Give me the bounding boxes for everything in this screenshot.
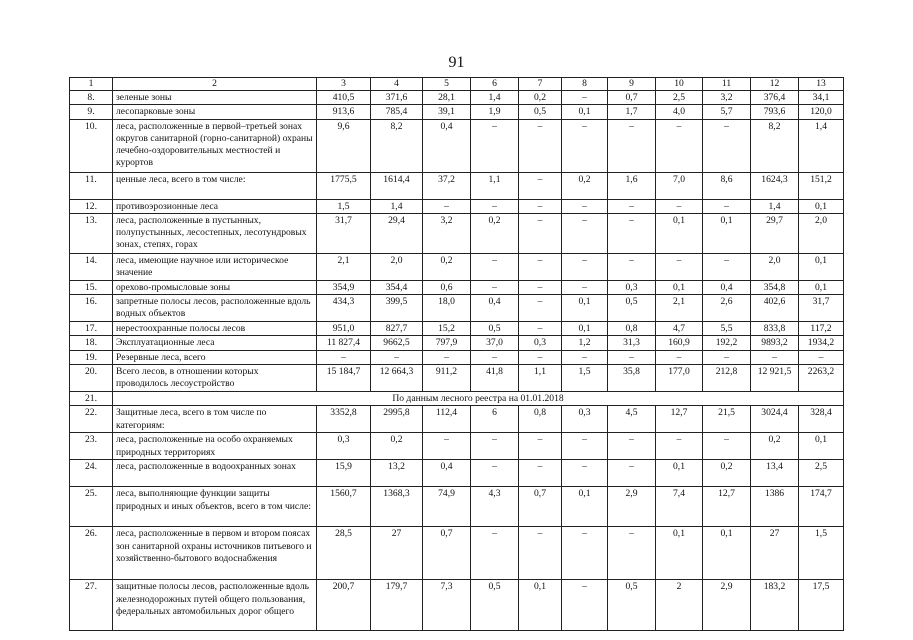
table-row bbox=[70, 433, 844, 460]
row-number: 17. bbox=[70, 322, 113, 336]
value-cell: 0,1 bbox=[562, 322, 608, 336]
category-label: леса, выполняющие функции защиты природных и иных объектов, всего в том числе: bbox=[113, 487, 317, 527]
value-cell: 0,1 bbox=[562, 295, 608, 322]
table-row bbox=[70, 295, 844, 322]
category-label: леса, расположенные на особо охраняемых природных территориях bbox=[113, 433, 317, 460]
value-cell: – bbox=[519, 350, 562, 364]
value-cell: 0,1 bbox=[703, 527, 751, 580]
value-cell: 192,2 bbox=[703, 336, 751, 350]
value-cell: 28,5 bbox=[317, 527, 371, 580]
value-cell: – bbox=[519, 280, 562, 294]
row-number: 11. bbox=[70, 172, 113, 199]
value-cell: 1624,3 bbox=[751, 172, 799, 199]
value-cell: 112,4 bbox=[423, 406, 471, 433]
value-cell: 29,4 bbox=[371, 213, 423, 253]
value-cell: 0,1 bbox=[799, 199, 844, 213]
header-cell: 11 bbox=[703, 78, 751, 91]
value-cell: 74,9 bbox=[423, 487, 471, 527]
header-cell: 10 bbox=[656, 78, 703, 91]
value-cell: 0,2 bbox=[471, 213, 519, 253]
value-cell: 0,7 bbox=[519, 487, 562, 527]
value-cell: 827,7 bbox=[371, 322, 423, 336]
value-cell: 0,5 bbox=[519, 105, 562, 119]
table-row bbox=[70, 350, 844, 364]
value-cell: – bbox=[703, 119, 751, 172]
value-cell: 2,9 bbox=[703, 580, 751, 631]
header-cell: 5 bbox=[423, 78, 471, 91]
value-cell: 1775,5 bbox=[317, 172, 371, 199]
row-number: 18. bbox=[70, 336, 113, 350]
value-cell: 0,1 bbox=[562, 487, 608, 527]
value-cell: 15,2 bbox=[423, 322, 471, 336]
header-cell: 4 bbox=[371, 78, 423, 91]
category-label: лесопарковые зоны bbox=[113, 105, 317, 119]
value-cell: – bbox=[519, 460, 562, 487]
value-cell: 13,2 bbox=[371, 460, 423, 487]
row-number: 8. bbox=[70, 91, 113, 105]
value-cell: – bbox=[519, 172, 562, 199]
table-row bbox=[70, 392, 844, 406]
value-cell: 4,7 bbox=[656, 322, 703, 336]
value-cell: – bbox=[519, 119, 562, 172]
value-cell: 1,7 bbox=[608, 105, 656, 119]
value-cell: – bbox=[471, 527, 519, 580]
value-cell: 1,6 bbox=[608, 172, 656, 199]
table-row bbox=[70, 172, 844, 199]
category-label: Защитные леса, всего в том числе по категориям: bbox=[113, 406, 317, 433]
value-cell: 2,5 bbox=[799, 460, 844, 487]
table-row bbox=[70, 105, 844, 119]
header-cell: 2 bbox=[113, 78, 317, 91]
value-cell: – bbox=[471, 280, 519, 294]
value-cell: 797,9 bbox=[423, 336, 471, 350]
value-cell: 9893,2 bbox=[751, 336, 799, 350]
value-cell: – bbox=[471, 433, 519, 460]
row-number: 23. bbox=[70, 433, 113, 460]
value-cell: 0,4 bbox=[423, 460, 471, 487]
category-label: Резервные леса, всего bbox=[113, 350, 317, 364]
row-number: 12. bbox=[70, 199, 113, 213]
table-row bbox=[70, 322, 844, 336]
value-cell: 179,7 bbox=[371, 580, 423, 631]
row-number: 26. bbox=[70, 527, 113, 580]
value-cell: 34,1 bbox=[799, 91, 844, 105]
value-cell: – bbox=[519, 295, 562, 322]
value-cell: 212,8 bbox=[703, 365, 751, 392]
value-cell: 3024,4 bbox=[751, 406, 799, 433]
value-cell: 18,0 bbox=[423, 295, 471, 322]
value-cell: 0,5 bbox=[608, 580, 656, 631]
value-cell: 27 bbox=[751, 527, 799, 580]
table-row bbox=[70, 253, 844, 280]
value-cell: – bbox=[519, 322, 562, 336]
value-cell: 35,8 bbox=[608, 365, 656, 392]
row-number: 10. bbox=[70, 119, 113, 172]
value-cell: 15 184,7 bbox=[317, 365, 371, 392]
value-cell: 1,4 bbox=[751, 199, 799, 213]
value-cell: 0,1 bbox=[799, 280, 844, 294]
value-cell: 0,5 bbox=[608, 295, 656, 322]
value-cell: – bbox=[562, 527, 608, 580]
category-label: зеленые зоны bbox=[113, 91, 317, 105]
category-label: нерестоохранные полосы лесов bbox=[113, 322, 317, 336]
category-label: противоэрозионные леса bbox=[113, 199, 317, 213]
value-cell: 11 827,4 bbox=[317, 336, 371, 350]
category-label: леса, расположенные в пустынных, полупустынных, лесостепных, лесотундровых зонах, степях, горах bbox=[113, 213, 317, 253]
header-cell: 13 bbox=[799, 78, 844, 91]
value-cell: 21,5 bbox=[703, 406, 751, 433]
value-cell: – bbox=[423, 350, 471, 364]
value-cell: – bbox=[562, 213, 608, 253]
value-cell: – bbox=[519, 527, 562, 580]
header-cell: 3 bbox=[317, 78, 371, 91]
value-cell: 1,2 bbox=[562, 336, 608, 350]
value-cell: 7,3 bbox=[423, 580, 471, 631]
value-cell: 0,3 bbox=[608, 280, 656, 294]
value-cell: – bbox=[799, 350, 844, 364]
row-number: 20. bbox=[70, 365, 113, 392]
value-cell: 0,1 bbox=[562, 105, 608, 119]
value-cell: – bbox=[562, 433, 608, 460]
value-cell: 4,0 bbox=[656, 105, 703, 119]
value-cell: 0,1 bbox=[656, 213, 703, 253]
value-cell: 200,7 bbox=[317, 580, 371, 631]
value-cell: 27 bbox=[371, 527, 423, 580]
value-cell: – bbox=[562, 119, 608, 172]
header-cell: 6 bbox=[471, 78, 519, 91]
value-cell: – bbox=[471, 350, 519, 364]
value-cell: – bbox=[371, 350, 423, 364]
value-cell: 1,5 bbox=[562, 365, 608, 392]
value-cell: 0,6 bbox=[423, 280, 471, 294]
value-cell: – bbox=[608, 433, 656, 460]
value-cell: 177,0 bbox=[656, 365, 703, 392]
value-cell: 4,3 bbox=[471, 487, 519, 527]
value-cell: 793,6 bbox=[751, 105, 799, 119]
row-number: 13. bbox=[70, 213, 113, 253]
value-cell: 0,2 bbox=[371, 433, 423, 460]
value-cell: 3352,8 bbox=[317, 406, 371, 433]
value-cell: – bbox=[317, 350, 371, 364]
value-cell: 5,5 bbox=[703, 322, 751, 336]
category-label: леса, расположенные в водоохранных зонах bbox=[113, 460, 317, 487]
table-row bbox=[70, 580, 844, 631]
row-number: 14. bbox=[70, 253, 113, 280]
row-number: 9. bbox=[70, 105, 113, 119]
value-cell: – bbox=[519, 253, 562, 280]
value-cell: 410,5 bbox=[317, 91, 371, 105]
value-cell: – bbox=[608, 527, 656, 580]
value-cell: 0,1 bbox=[656, 527, 703, 580]
value-cell: 151,2 bbox=[799, 172, 844, 199]
value-cell: 1,4 bbox=[471, 91, 519, 105]
value-cell: – bbox=[519, 213, 562, 253]
value-cell: 41,8 bbox=[471, 365, 519, 392]
value-cell: 174,7 bbox=[799, 487, 844, 527]
value-cell: – bbox=[519, 199, 562, 213]
value-cell: 4,5 bbox=[608, 406, 656, 433]
value-cell: – bbox=[471, 253, 519, 280]
value-cell: 2,0 bbox=[751, 253, 799, 280]
value-cell: 354,8 bbox=[751, 280, 799, 294]
value-cell: 0,4 bbox=[703, 280, 751, 294]
value-cell: – bbox=[703, 253, 751, 280]
category-label: леса, имеющие научное или историческое значение bbox=[113, 253, 317, 280]
value-cell: 0,8 bbox=[608, 322, 656, 336]
header-cell: 9 bbox=[608, 78, 656, 91]
value-cell: 28,1 bbox=[423, 91, 471, 105]
value-cell: 8,6 bbox=[703, 172, 751, 199]
row-number: 25. bbox=[70, 487, 113, 527]
value-cell: 15,9 bbox=[317, 460, 371, 487]
value-cell: 1,5 bbox=[799, 527, 844, 580]
value-cell: 29,7 bbox=[751, 213, 799, 253]
value-cell: 7,4 bbox=[656, 487, 703, 527]
value-cell: 833,8 bbox=[751, 322, 799, 336]
value-cell: 0,4 bbox=[471, 295, 519, 322]
value-cell: 0,1 bbox=[656, 460, 703, 487]
value-cell: – bbox=[703, 350, 751, 364]
value-cell: 37,0 bbox=[471, 336, 519, 350]
value-cell: 37,2 bbox=[423, 172, 471, 199]
value-cell: 354,9 bbox=[317, 280, 371, 294]
value-cell: 1560,7 bbox=[317, 487, 371, 527]
value-cell: – bbox=[471, 460, 519, 487]
value-cell: 31,7 bbox=[799, 295, 844, 322]
category-label: орехово-промысловые зоны bbox=[113, 280, 317, 294]
table-row bbox=[70, 280, 844, 294]
value-cell: – bbox=[562, 199, 608, 213]
header-cell: 1 bbox=[70, 78, 113, 91]
value-cell: 376,4 bbox=[751, 91, 799, 105]
value-cell: – bbox=[608, 119, 656, 172]
table-row bbox=[70, 460, 844, 487]
value-cell: 0,1 bbox=[703, 213, 751, 253]
value-cell: 12 921,5 bbox=[751, 365, 799, 392]
value-cell: – bbox=[608, 199, 656, 213]
value-cell: 12,7 bbox=[703, 487, 751, 527]
value-cell: 8,2 bbox=[751, 119, 799, 172]
value-cell: – bbox=[703, 433, 751, 460]
value-cell: 2 bbox=[656, 580, 703, 631]
value-cell: 9,6 bbox=[317, 119, 371, 172]
value-cell: – bbox=[608, 253, 656, 280]
table-row bbox=[70, 527, 844, 580]
table-row bbox=[70, 365, 844, 392]
value-cell: 1614,4 bbox=[371, 172, 423, 199]
value-cell: – bbox=[519, 433, 562, 460]
value-cell: 2,1 bbox=[656, 295, 703, 322]
value-cell: 0,2 bbox=[519, 91, 562, 105]
value-cell: 31,3 bbox=[608, 336, 656, 350]
forest-statistics-table bbox=[69, 77, 844, 631]
table-row bbox=[70, 213, 844, 253]
value-cell: 2995,8 bbox=[371, 406, 423, 433]
section-heading: По данным лесного реестра на 01.01.2018 bbox=[113, 392, 844, 406]
value-cell: 0,1 bbox=[519, 580, 562, 631]
value-cell: 1934,2 bbox=[799, 336, 844, 350]
value-cell: 2,5 bbox=[656, 91, 703, 105]
row-number: 22. bbox=[70, 406, 113, 433]
category-label: леса, расположенные в первом и втором поясах зон санитарной охраны источников питьевого и хозяйственно-бытового водоснабжения bbox=[113, 527, 317, 580]
category-label: леса, расположенные в первой–третьей зонах округов санитарной (горно-санитарной) охраны лечебно-оздоровительных местностей и курортов bbox=[113, 119, 317, 172]
category-label: Всего лесов, в отношении которых проводилось лесоустройство bbox=[113, 365, 317, 392]
value-cell: 12 664,3 bbox=[371, 365, 423, 392]
value-cell: – bbox=[656, 199, 703, 213]
value-cell: 183,2 bbox=[751, 580, 799, 631]
value-cell: – bbox=[608, 213, 656, 253]
header-cell: 12 bbox=[751, 78, 799, 91]
value-cell: 2,0 bbox=[799, 213, 844, 253]
value-cell: 0,1 bbox=[656, 280, 703, 294]
value-cell: – bbox=[656, 253, 703, 280]
value-cell: – bbox=[471, 119, 519, 172]
value-cell: 8,2 bbox=[371, 119, 423, 172]
value-cell: 402,6 bbox=[751, 295, 799, 322]
row-number: 24. bbox=[70, 460, 113, 487]
value-cell: 434,3 bbox=[317, 295, 371, 322]
value-cell: – bbox=[562, 253, 608, 280]
value-cell: – bbox=[703, 199, 751, 213]
value-cell: 5,7 bbox=[703, 105, 751, 119]
value-cell: 0,3 bbox=[317, 433, 371, 460]
value-cell: 1368,3 bbox=[371, 487, 423, 527]
page-number: 91 bbox=[448, 54, 465, 71]
value-cell: 951,0 bbox=[317, 322, 371, 336]
value-cell: 0,3 bbox=[562, 406, 608, 433]
value-cell: 2263,2 bbox=[799, 365, 844, 392]
category-label: запретные полосы лесов, расположенные вдоль водных объектов bbox=[113, 295, 317, 322]
category-label: защитные полосы лесов, расположенные вдоль железнодорожных путей общего пользования, федеральных автомобильных дорог общего bbox=[113, 580, 317, 631]
value-cell: – bbox=[656, 119, 703, 172]
header-row bbox=[70, 78, 844, 91]
value-cell: 0,7 bbox=[608, 91, 656, 105]
value-cell: 0,5 bbox=[471, 322, 519, 336]
value-cell: 328,4 bbox=[799, 406, 844, 433]
value-cell: – bbox=[562, 350, 608, 364]
row-number: 27. bbox=[70, 580, 113, 631]
value-cell: 3,2 bbox=[703, 91, 751, 105]
category-label: ценные леса, всего в том числе: bbox=[113, 172, 317, 199]
value-cell: 1,1 bbox=[471, 172, 519, 199]
value-cell: 0,4 bbox=[423, 119, 471, 172]
value-cell: 160,9 bbox=[656, 336, 703, 350]
value-cell: – bbox=[423, 199, 471, 213]
value-cell: 0,5 bbox=[471, 580, 519, 631]
value-cell: 3,2 bbox=[423, 213, 471, 253]
row-number: 19. bbox=[70, 350, 113, 364]
value-cell: 399,5 bbox=[371, 295, 423, 322]
table-row bbox=[70, 336, 844, 350]
value-cell: 0,2 bbox=[703, 460, 751, 487]
value-cell: 0,3 bbox=[519, 336, 562, 350]
table-row bbox=[70, 487, 844, 527]
value-cell: – bbox=[656, 350, 703, 364]
value-cell: 1386 bbox=[751, 487, 799, 527]
value-cell: – bbox=[608, 460, 656, 487]
value-cell: 9662,5 bbox=[371, 336, 423, 350]
header-cell: 8 bbox=[562, 78, 608, 91]
value-cell: 1,1 bbox=[519, 365, 562, 392]
value-cell: 6 bbox=[471, 406, 519, 433]
category-label: Эксплуатационные леса bbox=[113, 336, 317, 350]
value-cell: – bbox=[562, 91, 608, 105]
table-row bbox=[70, 91, 844, 105]
value-cell: – bbox=[656, 433, 703, 460]
row-number: 16. bbox=[70, 295, 113, 322]
value-cell: 1,9 bbox=[471, 105, 519, 119]
value-cell: – bbox=[471, 199, 519, 213]
value-cell: 1,4 bbox=[371, 199, 423, 213]
value-cell: 1,5 bbox=[317, 199, 371, 213]
value-cell: 354,4 bbox=[371, 280, 423, 294]
value-cell: 0,2 bbox=[423, 253, 471, 280]
value-cell: 0,7 bbox=[423, 527, 471, 580]
row-number: 15. bbox=[70, 280, 113, 294]
value-cell: 2,6 bbox=[703, 295, 751, 322]
header-cell: 7 bbox=[519, 78, 562, 91]
value-cell: 7,0 bbox=[656, 172, 703, 199]
value-cell: 13,4 bbox=[751, 460, 799, 487]
value-cell: 12,7 bbox=[656, 406, 703, 433]
value-cell: 2,9 bbox=[608, 487, 656, 527]
value-cell: 120,0 bbox=[799, 105, 844, 119]
value-cell: – bbox=[608, 350, 656, 364]
value-cell: 0,2 bbox=[751, 433, 799, 460]
value-cell: 911,2 bbox=[423, 365, 471, 392]
value-cell: 2,1 bbox=[317, 253, 371, 280]
value-cell: 39,1 bbox=[423, 105, 471, 119]
value-cell: 1,4 bbox=[799, 119, 844, 172]
value-cell: 0,1 bbox=[799, 253, 844, 280]
row-number: 21. bbox=[70, 392, 113, 406]
value-cell: – bbox=[751, 350, 799, 364]
value-cell: 2,0 bbox=[371, 253, 423, 280]
value-cell: 17,5 bbox=[799, 580, 844, 631]
value-cell: 0,2 bbox=[562, 172, 608, 199]
value-cell: 0,1 bbox=[799, 433, 844, 460]
value-cell: – bbox=[562, 580, 608, 631]
value-cell: 31,7 bbox=[317, 213, 371, 253]
table-row bbox=[70, 119, 844, 172]
value-cell: – bbox=[562, 280, 608, 294]
table-row bbox=[70, 406, 844, 433]
value-cell: 0,8 bbox=[519, 406, 562, 433]
table-row bbox=[70, 199, 844, 213]
value-cell: 117,2 bbox=[799, 322, 844, 336]
value-cell: – bbox=[423, 433, 471, 460]
value-cell: 913,6 bbox=[317, 105, 371, 119]
value-cell: 371,6 bbox=[371, 91, 423, 105]
value-cell: 785,4 bbox=[371, 105, 423, 119]
value-cell: – bbox=[562, 460, 608, 487]
